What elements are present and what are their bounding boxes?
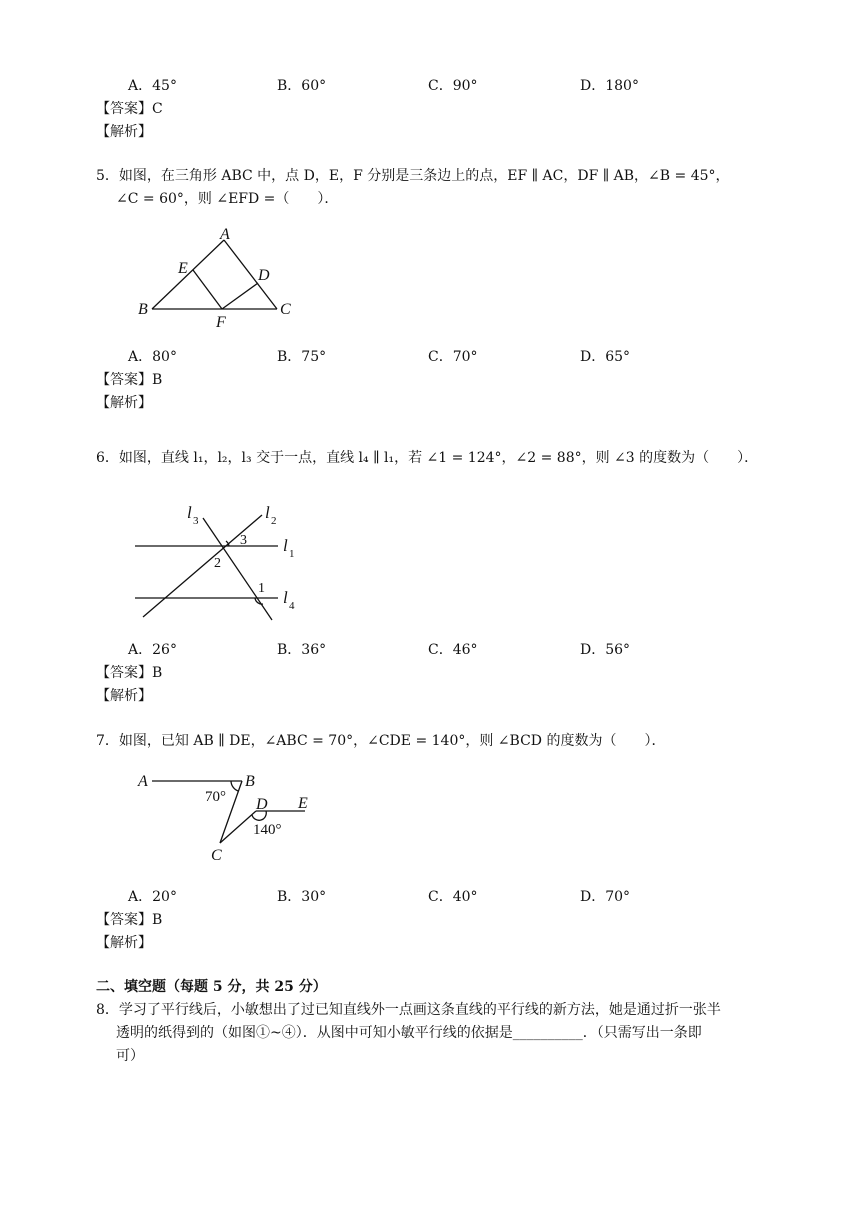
q7-angle-70: 70° <box>205 789 226 805</box>
q5-analysis: 【解析】 <box>96 395 152 411</box>
q7-label-b: B <box>245 773 255 790</box>
q6-option-d: D．56° <box>580 642 631 658</box>
q6-option-a: A．26° <box>128 642 177 658</box>
q7-label-d: D <box>256 796 268 813</box>
q7-label-a: A <box>138 773 148 790</box>
q5-answer: 【答案】B <box>96 372 163 388</box>
q5-label-b: B <box>138 301 148 318</box>
q6-label-l3-sub: 3 <box>193 515 199 527</box>
q6-option-c: C．46° <box>428 642 478 658</box>
q6-analysis: 【解析】 <box>96 688 152 704</box>
q6-stem: 6．如图，直线 l₁，l₂，l₃ 交于一点，直线 l₄ ∥ l₁，若 ∠1 = 124°，∠2 = 88°，则 ∠3 的度数为（ ）． <box>96 450 759 466</box>
q6-label-l4-sub: 4 <box>289 600 295 612</box>
q8-line1: 8．学习了平行线后，小敏想出了过已知直线外一点画这条直线的平行线的新方法，她是通过折一张半 <box>96 1002 721 1018</box>
q6-label-l1: l <box>283 536 288 555</box>
q5-option-c: C．70° <box>428 349 478 365</box>
q7-label-e: E <box>298 795 308 812</box>
q5-label-a: A <box>220 226 230 243</box>
q6-label-l2-sub: 2 <box>271 515 277 527</box>
q5-option-b: B．75° <box>277 349 327 365</box>
q5-option-a: A．80° <box>128 349 177 365</box>
q6-label-l4: l <box>283 588 288 607</box>
q7-angle-140: 140° <box>253 822 282 838</box>
q4-option-c: C．90° <box>428 78 478 94</box>
q5-option-d: D．65° <box>580 349 631 365</box>
q7-option-a: A．20° <box>128 889 177 905</box>
q7-stem: 7．如图，已知 AB ∥ DE，∠ABC = 70°，∠CDE = 140°，则 ∠BCD 的度数为（ ）． <box>96 733 666 749</box>
q6-label-l1-sub: 1 <box>289 548 295 560</box>
q7-answer: 【答案】B <box>96 912 163 928</box>
q8-line3: 可） <box>116 1048 144 1064</box>
q4-analysis: 【解析】 <box>96 124 152 140</box>
q7-option-b: B．30° <box>277 889 327 905</box>
q4-option-d: D．180° <box>580 78 639 94</box>
q7-label-c: C <box>211 847 222 864</box>
q5-stem-line1: 5．如图，在三角形 ABC 中，点 D，E，F 分别是三条边上的点，EF ∥ AC，DF ∥ AB，∠B = 45°， <box>96 168 730 184</box>
q5-label-e: E <box>178 260 188 277</box>
q4-option-a: A．45° <box>128 78 177 94</box>
q6-angle-3: 3 <box>240 533 247 548</box>
section-heading-fill-blank: 二、填空题（每题 5 分，共 25 分） <box>96 979 327 995</box>
q7-option-d: D．70° <box>580 889 631 905</box>
q4-answer: 【答案】C <box>96 101 163 117</box>
q5-stem-line2: ∠C = 60°，则 ∠EFD =（ ）． <box>116 191 339 207</box>
q5-label-f: F <box>216 314 226 331</box>
q7-analysis: 【解析】 <box>96 935 152 951</box>
q4-option-b: B．60° <box>277 78 327 94</box>
q6-angle-2: 2 <box>214 556 221 571</box>
q7-option-c: C．40° <box>428 889 478 905</box>
q6-option-b: B．36° <box>277 642 327 658</box>
q5-label-d: D <box>258 267 270 284</box>
q6-label-l3: l <box>187 503 192 522</box>
q6-answer: 【答案】B <box>96 665 163 681</box>
q5-label-c: C <box>280 301 291 318</box>
q6-angle-1: 1 <box>258 581 265 596</box>
q8-line2: 透明的纸得到的（如图①~④）．从图中可知小敏平行线的依据是__________．（只需写出一条即 <box>116 1025 702 1041</box>
q6-label-l2: l <box>265 503 270 522</box>
